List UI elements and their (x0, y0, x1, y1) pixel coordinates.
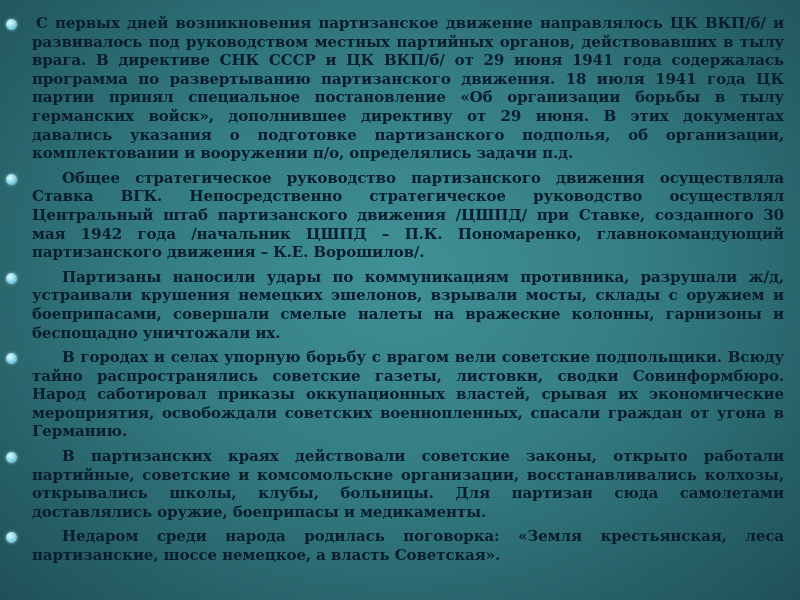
paragraph-text: В городах и селах упорную борьбу с врагом вели советские подпольщики. Всюду тайно распространялись советские газеты, листовки, сводки Совинформбюро. Народ саботировал приказы оккупационных властей, срывая их экономические мероприятия, освобождали советских военнопленных, спасали граждан от угона в Германию. (32, 348, 784, 441)
paragraph-text: В партизанских краях действовали советские законы, открыто работали партийные, советские и комсомольские организации, восстанавливались колхозы, открывались школы, клубы, больницы. Для партизан сюда самолетами доставлялись оружие, боеприпасы и медикаменты. (32, 447, 784, 521)
bullet-paragraph (6, 447, 784, 521)
bullet-paragraph (6, 268, 784, 342)
paragraph-text: Общее стратегическое руководство партизанского движения осуществляла Ставка ВГК. Непосредственно стратегическое руководство осуществлял Центральный штаб партизанского движения /ЦШПД/ при Ставке, созданного 30 мая 1942 года /начальник ЦШПД – П.К. Пономаренко, главнокомандующий партизанского движения – К.Е. Ворошилов/. (32, 168, 784, 262)
circle-bullet-icon (6, 353, 17, 364)
bullet-paragraph (6, 348, 784, 441)
circle-bullet-icon (6, 532, 17, 543)
circle-bullet-icon (6, 174, 17, 185)
paragraph-text: Недаром среди народа родилась поговорка: «Земля крестьянская, леса партизанские, шоссе немецкое, а власть Советская». (32, 527, 784, 565)
paragraph-text: Партизаны наносили удары по коммуникациям противника, разрушали ж/д, устраивали крушения немецких эшелонов, взрывали мосты, склады с оружием и боеприпасами, совершали смелые налеты на вражеские колонны, гарнизоны и беспощадно уничтожали их. (32, 267, 784, 342)
paragraph-text: С первых дней возникновения партизанское движение направлялось ЦК ВКП/б/ и развивалось под руководством местных партийных органов, действовавших в тылу врага. В директиве СНК СССР и ЦК ВКП/б/ от 29 июня 1941 года содержалась программа по развертыванию партизанского движения. 18 июля 1941 года ЦК партии принял специальное постановление «Об организации борьбы в тылу германских войск», дополнившее директиву от 29 июня. В этих документах давались указания о подготовке партизанского подполья, об организации, комплектовании и вооружении п/о, определялись задачи п.д. (32, 14, 784, 163)
slide-content (6, 14, 784, 571)
circle-bullet-icon (6, 273, 17, 284)
bullet-paragraph (6, 527, 784, 564)
circle-bullet-icon (6, 452, 17, 463)
bullet-paragraph (6, 169, 784, 262)
circle-bullet-icon (6, 19, 17, 30)
bullet-paragraph (6, 14, 784, 163)
